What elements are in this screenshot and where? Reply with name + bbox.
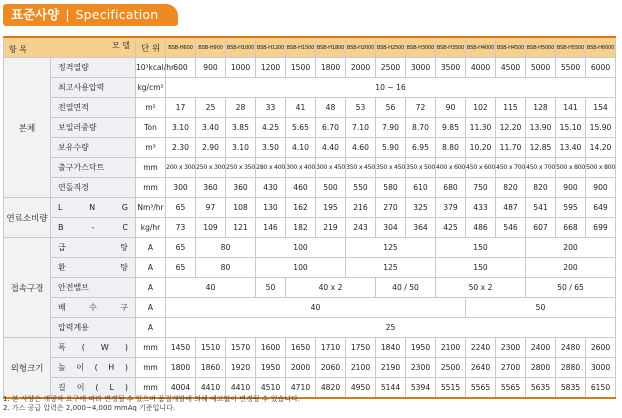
- value-cell: 1920: [226, 358, 256, 378]
- value-cell: 2300: [496, 338, 526, 358]
- body-category: 본체: [4, 58, 51, 198]
- value-cell: 5835: [556, 378, 586, 399]
- row-unit: m³: [136, 138, 166, 158]
- value-cell: 546: [496, 218, 526, 238]
- value-cell: 1800: [316, 58, 346, 78]
- value-cell: 65: [166, 238, 196, 258]
- value-cell: 450 x 700: [526, 158, 556, 178]
- model-header: BSB-H3000: [406, 37, 436, 58]
- value-cell: 1500: [286, 58, 316, 78]
- value-cell: 820: [526, 178, 556, 198]
- value-cell: 2.90: [196, 138, 226, 158]
- value-cell: 5635: [526, 378, 556, 399]
- row-label: 배 수 구: [51, 298, 136, 318]
- value-cell: 2000: [346, 58, 376, 78]
- value-cell: 4410: [226, 378, 256, 399]
- value-cell: 900: [556, 178, 586, 198]
- model-header: BSB-H600: [166, 37, 196, 58]
- fuel-row: [4, 218, 616, 238]
- model-header: BSB-H4500: [496, 37, 526, 58]
- row-label: 출구가스닥트: [51, 158, 136, 178]
- value-cell: 2800: [526, 358, 556, 378]
- fuel-category: 연료소비량: [4, 198, 51, 238]
- value-cell: 5500: [556, 58, 586, 78]
- value-cell: 3000: [406, 58, 436, 78]
- value-cell: 1000: [226, 58, 256, 78]
- value-cell: 6.70: [316, 118, 346, 138]
- value-cell: 450 x 700: [496, 158, 526, 178]
- value-cell: 550: [346, 178, 376, 198]
- value-cell: 2.30: [166, 138, 196, 158]
- value-cell: 150: [436, 238, 526, 258]
- value-cell: 4004: [166, 378, 196, 399]
- value-cell: 400 x 600: [436, 158, 466, 178]
- value-cell: 820: [496, 178, 526, 198]
- value-cell: 9.85: [436, 118, 466, 138]
- value-cell: 141: [556, 98, 586, 118]
- value-cell: 7.90: [376, 118, 406, 138]
- row-label: 연돌직경: [51, 178, 136, 198]
- section-title: [3, 4, 178, 26]
- value-cell: 649: [586, 198, 616, 218]
- body-row: [4, 158, 616, 178]
- model-header: BSB-H2500: [376, 37, 406, 58]
- value-cell: 125: [346, 238, 436, 258]
- value-cell: 1860: [196, 358, 226, 378]
- model-header: BSB-H1800: [316, 37, 346, 58]
- row-unit: A: [136, 278, 166, 298]
- model-header: BSB-H6000: [586, 37, 616, 58]
- value-cell: 3.85: [226, 118, 256, 138]
- value-cell: 15.90: [586, 118, 616, 138]
- value-cell: 4.40: [316, 138, 346, 158]
- value-cell: 150: [436, 258, 526, 278]
- value-cell: 200: [526, 258, 616, 278]
- row-unit: mm: [136, 158, 166, 178]
- value-cell: 195: [316, 198, 346, 218]
- model-header: BSB-H2000: [346, 37, 376, 58]
- corner-item-label: 항 목: [9, 45, 27, 54]
- title-separator: |: [65, 7, 70, 22]
- value-cell: 1840: [376, 338, 406, 358]
- value-cell: 243: [346, 218, 376, 238]
- unit-header: 단 위: [136, 37, 166, 58]
- footnote-2: 2. 가스 공급 압력은 2,000~4,000 mmAq 기준입니다.: [3, 404, 176, 412]
- value-cell: 300 x 400: [286, 158, 316, 178]
- value-cell: 5.65: [286, 118, 316, 138]
- value-cell: 8.80: [436, 138, 466, 158]
- value-cell: 280 x 400: [256, 158, 286, 178]
- value-cell: 2880: [556, 358, 586, 378]
- value-cell: 350 x 500: [406, 158, 436, 178]
- value-cell: 2500: [376, 58, 406, 78]
- row-unit: mm: [136, 358, 166, 378]
- value-cell: 50: [256, 278, 286, 298]
- value-cell: 607: [526, 218, 556, 238]
- value-cell: 10 ~ 16: [166, 78, 616, 98]
- value-cell: 1200: [256, 58, 286, 78]
- value-cell: 7.10: [346, 118, 376, 138]
- value-cell: 162: [286, 198, 316, 218]
- value-cell: 3500: [436, 58, 466, 78]
- value-cell: 595: [556, 198, 586, 218]
- value-cell: 4.25: [256, 118, 286, 138]
- value-cell: 2060: [316, 358, 346, 378]
- value-cell: 15.10: [556, 118, 586, 138]
- value-cell: 115: [496, 98, 526, 118]
- model-header: BSB-H900: [196, 37, 226, 58]
- value-cell: 97: [196, 198, 226, 218]
- row-unit: kg/cm²: [136, 78, 166, 98]
- value-cell: 1450: [166, 338, 196, 358]
- model-header: BSB-H3500: [436, 37, 466, 58]
- value-cell: 2190: [376, 358, 406, 378]
- value-cell: 2500: [436, 358, 466, 378]
- value-cell: 90: [436, 98, 466, 118]
- value-cell: 50: [466, 298, 616, 318]
- value-cell: 182: [286, 218, 316, 238]
- value-cell: 5144: [376, 378, 406, 399]
- row-unit: Ton: [136, 118, 166, 138]
- corner-model-label: 모 델: [112, 41, 130, 50]
- value-cell: 600: [166, 58, 196, 78]
- value-cell: 40: [166, 278, 256, 298]
- value-cell: 1710: [316, 338, 346, 358]
- value-cell: 6.95: [406, 138, 436, 158]
- value-cell: 360: [226, 178, 256, 198]
- value-cell: 8.70: [406, 118, 436, 138]
- value-cell: 900: [196, 58, 226, 78]
- header-row: [4, 37, 616, 58]
- value-cell: 72: [406, 98, 436, 118]
- value-cell: 250 x 350: [226, 158, 256, 178]
- row-unit: mm: [136, 338, 166, 358]
- connection-row: [4, 298, 616, 318]
- row-label: 압력계용: [51, 318, 136, 338]
- body-row: [4, 58, 616, 78]
- value-cell: 3.50: [256, 138, 286, 158]
- value-cell: 50 / 65: [526, 278, 616, 298]
- value-cell: 125: [346, 258, 436, 278]
- value-cell: 300: [166, 178, 196, 198]
- value-cell: 108: [226, 198, 256, 218]
- row-label: 정격열량: [51, 58, 136, 78]
- row-unit: kg/hr: [136, 218, 166, 238]
- row-label: 전열면적: [51, 98, 136, 118]
- value-cell: 33: [256, 98, 286, 118]
- row-label: B - C: [51, 218, 136, 238]
- footnote-1: 1. 본 사양은 개량차 요구에 따라 변경될 수 있으며 품질개발에 의해 예고없이 변경될 수 있습니다.: [3, 395, 301, 403]
- value-cell: 360: [196, 178, 226, 198]
- value-cell: 12.85: [526, 138, 556, 158]
- value-cell: 14.20: [586, 138, 616, 158]
- value-cell: 5565: [496, 378, 526, 399]
- value-cell: 25: [196, 98, 226, 118]
- row-label: 환 탕: [51, 258, 136, 278]
- value-cell: 1600: [256, 338, 286, 358]
- connection-row: [4, 278, 616, 298]
- value-cell: 250 x 300: [196, 158, 226, 178]
- row-label: 안전밸브: [51, 278, 136, 298]
- body-row: [4, 138, 616, 158]
- row-label: 폭 ( W ): [51, 338, 136, 358]
- value-cell: 3.40: [196, 118, 226, 138]
- value-cell: 4000: [466, 58, 496, 78]
- value-cell: 4820: [316, 378, 346, 399]
- dimensions-row: [4, 338, 616, 358]
- dimensions-category: 외형크기: [4, 338, 51, 399]
- value-cell: 350 x 450: [376, 158, 406, 178]
- value-cell: 102: [466, 98, 496, 118]
- row-unit: A: [136, 258, 166, 278]
- value-cell: 73: [166, 218, 196, 238]
- value-cell: 2240: [466, 338, 496, 358]
- connection-row: [4, 258, 616, 278]
- value-cell: 6150: [586, 378, 616, 399]
- value-cell: 10.20: [466, 138, 496, 158]
- value-cell: 2400: [526, 338, 556, 358]
- value-cell: 350 x 450: [346, 158, 376, 178]
- value-cell: 425: [436, 218, 466, 238]
- model-header: BSB-H1500: [286, 37, 316, 58]
- model-header: BSB-H5500: [556, 37, 586, 58]
- value-cell: 65: [166, 198, 196, 218]
- value-cell: 4.60: [346, 138, 376, 158]
- row-unit: A: [136, 298, 166, 318]
- row-label: 길 이 ( L ): [51, 378, 136, 399]
- connection-row: [4, 238, 616, 258]
- value-cell: 41: [286, 98, 316, 118]
- value-cell: 270: [376, 198, 406, 218]
- value-cell: 460: [286, 178, 316, 198]
- value-cell: 433: [466, 198, 496, 218]
- value-cell: 500 x 800: [556, 158, 586, 178]
- row-label: 보일러중량: [51, 118, 136, 138]
- value-cell: 12.20: [496, 118, 526, 138]
- value-cell: 13.40: [556, 138, 586, 158]
- value-cell: 325: [406, 198, 436, 218]
- value-cell: 121: [226, 218, 256, 238]
- value-cell: 4950: [346, 378, 376, 399]
- value-cell: 100: [256, 258, 346, 278]
- value-cell: 4510: [256, 378, 286, 399]
- value-cell: 50 x 2: [436, 278, 526, 298]
- row-unit: A: [136, 318, 166, 338]
- value-cell: 48: [316, 98, 346, 118]
- value-cell: 146: [256, 218, 286, 238]
- value-cell: 364: [406, 218, 436, 238]
- value-cell: 450 x 600: [466, 158, 496, 178]
- dimensions-row: [4, 358, 616, 378]
- value-cell: 2600: [586, 338, 616, 358]
- row-label: 최고사용압력: [51, 78, 136, 98]
- row-label: L N G: [51, 198, 136, 218]
- value-cell: 3.10: [166, 118, 196, 138]
- value-cell: 40: [166, 298, 466, 318]
- body-row: [4, 118, 616, 138]
- row-label: 높 이 ( H ): [51, 358, 136, 378]
- value-cell: 2480: [556, 338, 586, 358]
- value-cell: 219: [316, 218, 346, 238]
- value-cell: 430: [256, 178, 286, 198]
- value-cell: 5515: [436, 378, 466, 399]
- value-cell: 580: [376, 178, 406, 198]
- model-header: BSB-H1000: [226, 37, 256, 58]
- model-header: BSB-H5000: [526, 37, 556, 58]
- row-unit: A: [136, 238, 166, 258]
- model-header: BSB-H4000: [466, 37, 496, 58]
- row-label: 보유수량: [51, 138, 136, 158]
- value-cell: 668: [556, 218, 586, 238]
- footnotes: [3, 395, 300, 413]
- fuel-row: [4, 198, 616, 218]
- value-cell: 65: [166, 258, 196, 278]
- value-cell: 680: [436, 178, 466, 198]
- value-cell: 5394: [406, 378, 436, 399]
- title-korean: 표준사양: [11, 7, 60, 22]
- value-cell: 2700: [496, 358, 526, 378]
- value-cell: 1950: [256, 358, 286, 378]
- row-unit: Nm³/hr: [136, 198, 166, 218]
- value-cell: 2640: [466, 358, 496, 378]
- value-cell: 1650: [286, 338, 316, 358]
- value-cell: 304: [376, 218, 406, 238]
- value-cell: 216: [346, 198, 376, 218]
- value-cell: 6000: [586, 58, 616, 78]
- value-cell: 11.70: [496, 138, 526, 158]
- value-cell: 2300: [406, 358, 436, 378]
- row-unit: mm: [136, 378, 166, 399]
- value-cell: 5000: [526, 58, 556, 78]
- value-cell: 2100: [346, 358, 376, 378]
- corner-cell: [4, 37, 136, 58]
- model-header: BSB-H1200: [256, 37, 286, 58]
- value-cell: 109: [196, 218, 226, 238]
- value-cell: 500: [316, 178, 346, 198]
- value-cell: 200 x 300: [166, 158, 196, 178]
- value-cell: 130: [256, 198, 286, 218]
- value-cell: 699: [586, 218, 616, 238]
- row-label: 급 탕: [51, 238, 136, 258]
- value-cell: 5.90: [376, 138, 406, 158]
- value-cell: 2100: [436, 338, 466, 358]
- value-cell: 487: [496, 198, 526, 218]
- value-cell: 11.30: [466, 118, 496, 138]
- connection-category: 접속구경: [4, 238, 51, 338]
- row-unit: m²: [136, 98, 166, 118]
- value-cell: 53: [346, 98, 376, 118]
- body-row: [4, 98, 616, 118]
- value-cell: 1750: [346, 338, 376, 358]
- value-cell: 80: [196, 258, 256, 278]
- value-cell: 4.10: [286, 138, 316, 158]
- value-cell: 128: [526, 98, 556, 118]
- value-cell: 4410: [196, 378, 226, 399]
- value-cell: 80: [196, 238, 256, 258]
- value-cell: 486: [466, 218, 496, 238]
- value-cell: 40 x 2: [286, 278, 376, 298]
- value-cell: 100: [256, 238, 346, 258]
- value-cell: 1510: [196, 338, 226, 358]
- value-cell: 5565: [466, 378, 496, 399]
- row-unit: 10³kcal/hr: [136, 58, 166, 78]
- value-cell: 500 x 800: [586, 158, 616, 178]
- value-cell: 56: [376, 98, 406, 118]
- value-cell: 750: [466, 178, 496, 198]
- value-cell: 379: [436, 198, 466, 218]
- body-row: [4, 178, 616, 198]
- connection-row: [4, 318, 616, 338]
- value-cell: 4710: [286, 378, 316, 399]
- value-cell: 900: [586, 178, 616, 198]
- value-cell: 154: [586, 98, 616, 118]
- value-cell: 40 / 50: [376, 278, 436, 298]
- value-cell: 541: [526, 198, 556, 218]
- value-cell: 28: [226, 98, 256, 118]
- value-cell: 17: [166, 98, 196, 118]
- value-cell: 200: [526, 238, 616, 258]
- row-unit: mm: [136, 178, 166, 198]
- value-cell: 1570: [226, 338, 256, 358]
- value-cell: 2000: [286, 358, 316, 378]
- value-cell: 300 x 450: [316, 158, 346, 178]
- value-cell: 3000: [586, 358, 616, 378]
- title-english: Specification: [75, 7, 159, 22]
- value-cell: 13.90: [526, 118, 556, 138]
- value-cell: 3.10: [226, 138, 256, 158]
- value-cell: 4500: [496, 58, 526, 78]
- body-row: [4, 78, 616, 98]
- value-cell: 1800: [166, 358, 196, 378]
- value-cell: 25: [166, 318, 616, 338]
- value-cell: 1950: [406, 338, 436, 358]
- specification-table: [3, 36, 616, 399]
- value-cell: 610: [406, 178, 436, 198]
